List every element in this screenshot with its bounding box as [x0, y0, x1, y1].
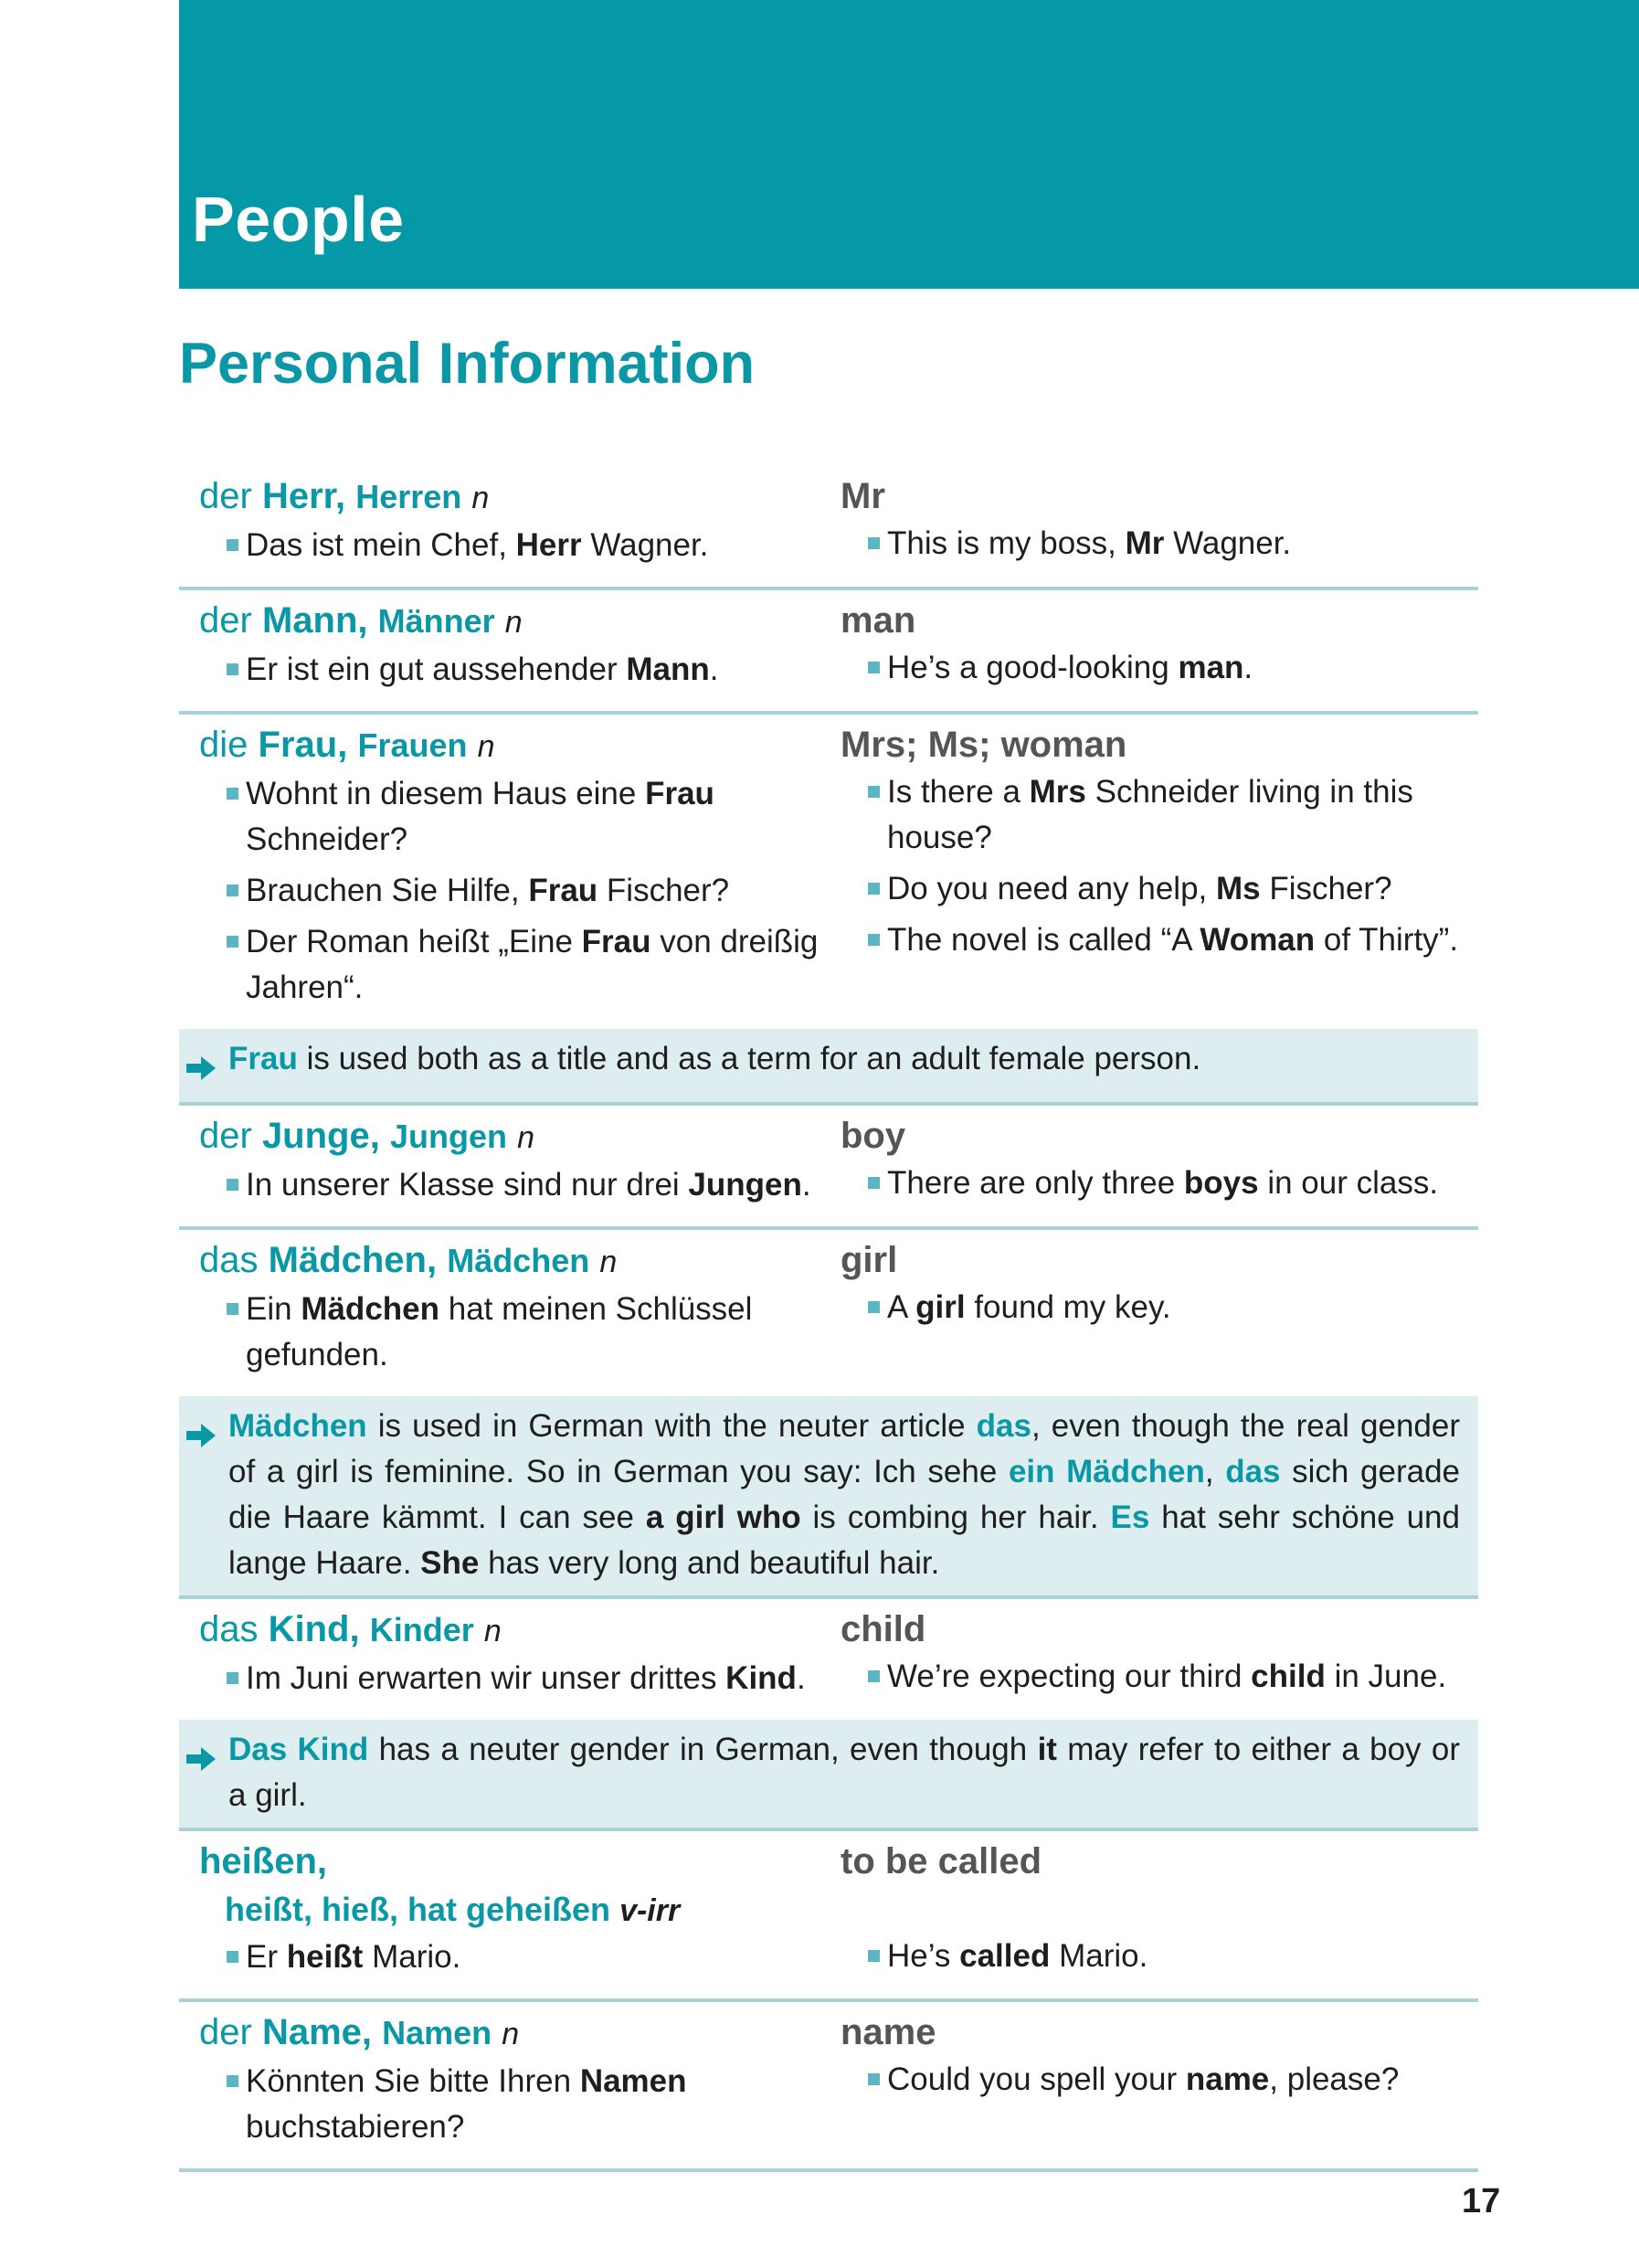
text-run: Fischer? [1260, 871, 1392, 906]
text-run: hat sehr schöne und lange Haare. [228, 1500, 1460, 1581]
plural-form: Herren [355, 478, 462, 515]
example-sentence [841, 1285, 1478, 1330]
english-column [841, 1235, 1478, 1383]
square-bullet-icon [868, 786, 880, 798]
article: der [199, 2012, 252, 2052]
highlight-term: Mädchen [228, 1408, 367, 1444]
article: die [199, 725, 248, 765]
spacer [841, 1886, 1478, 1934]
example-text [246, 771, 841, 863]
example-sentence [841, 2057, 1478, 2103]
german-headword-line [199, 1235, 841, 1287]
text-run: of Thirty”. [1315, 922, 1459, 958]
bold-term: Herr [515, 527, 582, 563]
example-sentence [841, 1160, 1478, 1206]
example-text [887, 2057, 1478, 2103]
text-run: is used both as a title and as a term for an adult female person. [297, 1041, 1201, 1076]
plural-form: Männer [377, 602, 495, 640]
vocabulary-list [179, 466, 1478, 2172]
entry-4 [179, 1230, 1478, 1396]
arrow-right-icon [186, 1727, 219, 1818]
chapter-banner [179, 0, 1639, 289]
example-text [887, 1934, 1478, 1979]
square-bullet-icon [868, 537, 880, 549]
text-run: in our class. [1258, 1165, 1439, 1201]
example-text [246, 1162, 841, 1208]
part-of-speech: n [599, 1245, 618, 1279]
bold-term: Frau [645, 776, 714, 811]
square-bullet-icon [227, 885, 238, 896]
example-text [887, 1160, 1478, 1206]
usage-note-text [228, 1727, 1460, 1818]
bold-term: Frau [581, 924, 651, 959]
highlight-term: Frau [228, 1041, 298, 1076]
example-text [246, 523, 841, 568]
example-text [246, 1287, 841, 1378]
headword: Mann, [261, 600, 368, 641]
example-sentence [841, 521, 1478, 567]
text-run: Wagner. [581, 527, 709, 563]
example-text [887, 866, 1478, 912]
square-bullet-icon [227, 1303, 238, 1315]
bold-term: Mrs [1029, 774, 1086, 810]
text-run: buchstabieren? [246, 2109, 465, 2145]
part-of-speech: v-irr [619, 1893, 681, 1928]
example-text [246, 919, 841, 1011]
text-run: in June. [1325, 1659, 1447, 1694]
headword: Name, [261, 2012, 372, 2052]
usage-note [179, 1720, 1478, 1831]
english-translation: girl [841, 1240, 898, 1280]
english-translation: Mrs; Ms; woman [841, 725, 1127, 765]
square-bullet-icon [227, 936, 238, 948]
text-run: Das ist mein Chef, [246, 527, 516, 563]
example-text [246, 868, 841, 914]
square-bullet-icon [868, 1950, 880, 1962]
plural-form: Frauen [357, 726, 468, 764]
german-column [179, 596, 841, 698]
german-headword-line [199, 472, 841, 523]
headword: heißen, [199, 1841, 328, 1881]
text-run: Do you need any help, [887, 871, 1216, 906]
text-run: . [801, 1167, 811, 1203]
german-headword-line [199, 1605, 841, 1656]
section-title: Personal Information [179, 332, 756, 396]
square-bullet-icon [227, 539, 238, 551]
text-run: We’re expecting our third [887, 1659, 1252, 1694]
german-column [179, 2008, 841, 2156]
english-column [841, 1837, 1478, 1986]
page-number: 17 [1462, 2182, 1501, 2220]
text-run: Im Juni erwarten wir unser drittes [246, 1660, 726, 1696]
example-text [887, 1654, 1478, 1700]
example-sentence [199, 1287, 841, 1378]
highlight-term: Es [1110, 1500, 1150, 1535]
part-of-speech: n [502, 2017, 520, 2051]
highlight-term: ein Mädchen [1008, 1454, 1205, 1489]
example-sentence [199, 1162, 841, 1208]
square-bullet-icon [227, 1179, 238, 1191]
german-column [179, 720, 841, 1016]
example-sentence [199, 1934, 841, 1980]
text-run: Mario. [1050, 1938, 1148, 1974]
german-headword-line [199, 596, 841, 647]
text-run: is combing her hair. [800, 1500, 1111, 1535]
text-run: is used in German with the neuter article [366, 1408, 977, 1444]
german-headword-line [199, 720, 841, 771]
example-text [246, 1934, 841, 1980]
text-run: has a neuter gender in German, even though [368, 1732, 1038, 1767]
german-column [179, 1111, 841, 1213]
entry-7 [179, 2002, 1478, 2172]
highlight-term: Das Kind [228, 1732, 369, 1767]
bold-term: child [1251, 1659, 1326, 1694]
text-run: has very long and beautiful hair. [479, 1545, 940, 1581]
plural-form: Kinder [369, 1611, 474, 1648]
article: der [199, 1116, 252, 1156]
arrow-right-icon [186, 1036, 219, 1093]
headword: Frau, [258, 725, 348, 765]
example-sentence [199, 1656, 841, 1701]
square-bullet-icon [227, 663, 238, 675]
text-run: Er [246, 1939, 287, 1975]
article: der [199, 476, 252, 516]
english-column [841, 472, 1478, 574]
plural-form: Namen [382, 2014, 492, 2051]
entry-3 [179, 1106, 1478, 1230]
bold-term: called [959, 1938, 1051, 1974]
text-run: Schneider living in this house? [887, 774, 1413, 855]
english-translation: Mr [841, 476, 885, 516]
bold-term: Woman [1200, 922, 1316, 958]
german-column [179, 1837, 841, 1986]
text-run: Wagner. [1164, 525, 1292, 561]
example-sentence [199, 523, 841, 568]
example-sentence [841, 645, 1478, 691]
bold-term: boys [1183, 1165, 1259, 1201]
text-run: , even though the real gender of a girl is feminine. So in German you say: Ich sehe [228, 1408, 1460, 1489]
part-of-speech: n [483, 1614, 502, 1648]
entry-2 [179, 715, 1478, 1029]
entry-0 [179, 466, 1478, 590]
square-bullet-icon [227, 788, 238, 800]
highlight-term: das [976, 1408, 1031, 1444]
text-run: von dreißig Jahren“. [246, 924, 819, 1005]
headword: Kind, [268, 1609, 360, 1649]
example-sentence [841, 1654, 1478, 1700]
text-run: Könnten Sie bitte Ihren [246, 2063, 580, 2099]
text-run: Is there a [887, 774, 1030, 810]
verb-forms [199, 1886, 841, 1934]
article: das [199, 1240, 259, 1280]
square-bullet-icon [227, 1672, 238, 1684]
english-column [841, 596, 1478, 698]
text-run: , [1204, 1454, 1226, 1489]
text-run: Could you spell your [887, 2061, 1186, 2097]
square-bullet-icon [868, 2073, 880, 2085]
text-run: Mario. [363, 1939, 461, 1975]
text-run: Er ist ein gut aussehender [246, 652, 627, 687]
text-run: The novel is called “A [887, 922, 1200, 958]
german-column [179, 1235, 841, 1383]
headword: Mädchen, [268, 1240, 438, 1280]
english-column [841, 720, 1478, 1016]
text-run: sich gerade die Haare kämmt. I can see [228, 1454, 1461, 1535]
entry-5 [179, 1599, 1478, 1720]
example-sentence [199, 868, 841, 914]
bold-term: a girl who [645, 1500, 801, 1535]
square-bullet-icon [227, 2075, 238, 2087]
example-text [887, 769, 1478, 861]
part-of-speech: n [517, 1120, 535, 1155]
text-run: A [887, 1289, 916, 1325]
part-of-speech: n [471, 481, 490, 515]
example-sentence [841, 1934, 1478, 1979]
bold-term: Ms [1215, 871, 1261, 906]
entry-6 [179, 1831, 1478, 2002]
text-run: Brauchen Sie Hilfe, [246, 873, 529, 908]
english-translation: name [841, 2012, 936, 2052]
usage-note [179, 1396, 1478, 1599]
german-headword-line [199, 1111, 841, 1162]
example-text [246, 647, 841, 693]
english-column [841, 1111, 1478, 1213]
example-text [887, 521, 1478, 567]
text-run: He’s [887, 1938, 960, 1974]
square-bullet-icon [868, 1670, 880, 1682]
plural-form: Mädchen [447, 1242, 590, 1279]
square-bullet-icon [868, 883, 880, 895]
square-bullet-icon [868, 934, 880, 946]
example-text [887, 645, 1478, 691]
german-column [179, 472, 841, 574]
headword: Junge, [261, 1116, 380, 1156]
plural-form: Jungen [389, 1118, 507, 1155]
bold-term: Mädchen [301, 1291, 440, 1327]
example-sentence [199, 647, 841, 693]
square-bullet-icon [868, 1177, 880, 1189]
example-sentence [841, 769, 1478, 861]
headword: Herr, [261, 476, 346, 516]
example-sentence [199, 919, 841, 1011]
example-sentence [841, 917, 1478, 963]
arrow-right-icon [186, 1404, 219, 1586]
example-text [246, 1656, 841, 1701]
usage-note-text [228, 1036, 1460, 1093]
text-run: found my key. [965, 1289, 1171, 1325]
bold-term: heißt [286, 1939, 364, 1975]
english-translation: to be called [841, 1841, 1042, 1881]
text-run: Schneider? [246, 821, 408, 857]
text-run: There are only three [887, 1165, 1184, 1201]
text-run: He’s a good-looking [887, 650, 1179, 685]
article: das [199, 1609, 259, 1649]
text-run: hat meinen Schlüssel gefunden. [246, 1291, 753, 1372]
example-text [887, 917, 1478, 963]
square-bullet-icon [868, 662, 880, 673]
text-run: . [709, 652, 719, 687]
bold-term: name [1185, 2061, 1270, 2097]
text-run: Ein [246, 1291, 301, 1327]
usage-note-text [228, 1404, 1460, 1586]
highlight-term: das [1225, 1454, 1281, 1489]
text-run: Der Roman heißt „Eine [246, 924, 582, 959]
english-translation: man [841, 600, 916, 641]
english-translation: boy [841, 1116, 906, 1156]
bold-term: Kind [725, 1660, 797, 1696]
bold-term: Mann [626, 652, 710, 687]
bold-term: girl [915, 1289, 966, 1325]
english-column [841, 2008, 1478, 2156]
square-bullet-icon [227, 1951, 238, 1963]
text-run: . [796, 1660, 806, 1696]
example-sentence [841, 866, 1478, 912]
text-run: In unserer Klasse sind nur drei [246, 1167, 689, 1203]
german-headword-line [199, 2008, 841, 2059]
text-run: may refer to either a boy or a girl. [228, 1732, 1460, 1813]
text-run: Wohnt in diesem Haus eine [246, 776, 646, 811]
text-run: . [1243, 650, 1253, 685]
text-run: This is my boss, [887, 525, 1126, 561]
bold-term: She [420, 1545, 480, 1581]
german-column [179, 1605, 841, 1707]
square-bullet-icon [868, 1301, 880, 1313]
text-run: , please? [1269, 2061, 1400, 2097]
bold-term: it [1037, 1732, 1057, 1767]
bold-term: Frau [528, 873, 598, 908]
example-sentence [199, 2059, 841, 2150]
article: der [199, 600, 252, 641]
bold-term: Namen [579, 2063, 687, 2099]
bold-term: Mr [1125, 525, 1165, 561]
bold-term: man [1178, 650, 1244, 685]
german-headword-line [199, 1837, 841, 1886]
example-sentence [199, 771, 841, 863]
verb-forms-text: heißt, hieß, hat geheißen [225, 1891, 611, 1928]
chapter-title: People [192, 184, 405, 255]
bold-term: Jungen [688, 1167, 802, 1203]
english-translation: child [841, 1609, 926, 1649]
part-of-speech: n [504, 605, 523, 640]
part-of-speech: n [477, 729, 495, 764]
english-column [841, 1605, 1478, 1707]
example-text [887, 1285, 1478, 1330]
example-text [246, 2059, 841, 2150]
usage-note [179, 1029, 1478, 1106]
entry-1 [179, 590, 1478, 715]
text-run: Fischer? [597, 873, 730, 908]
